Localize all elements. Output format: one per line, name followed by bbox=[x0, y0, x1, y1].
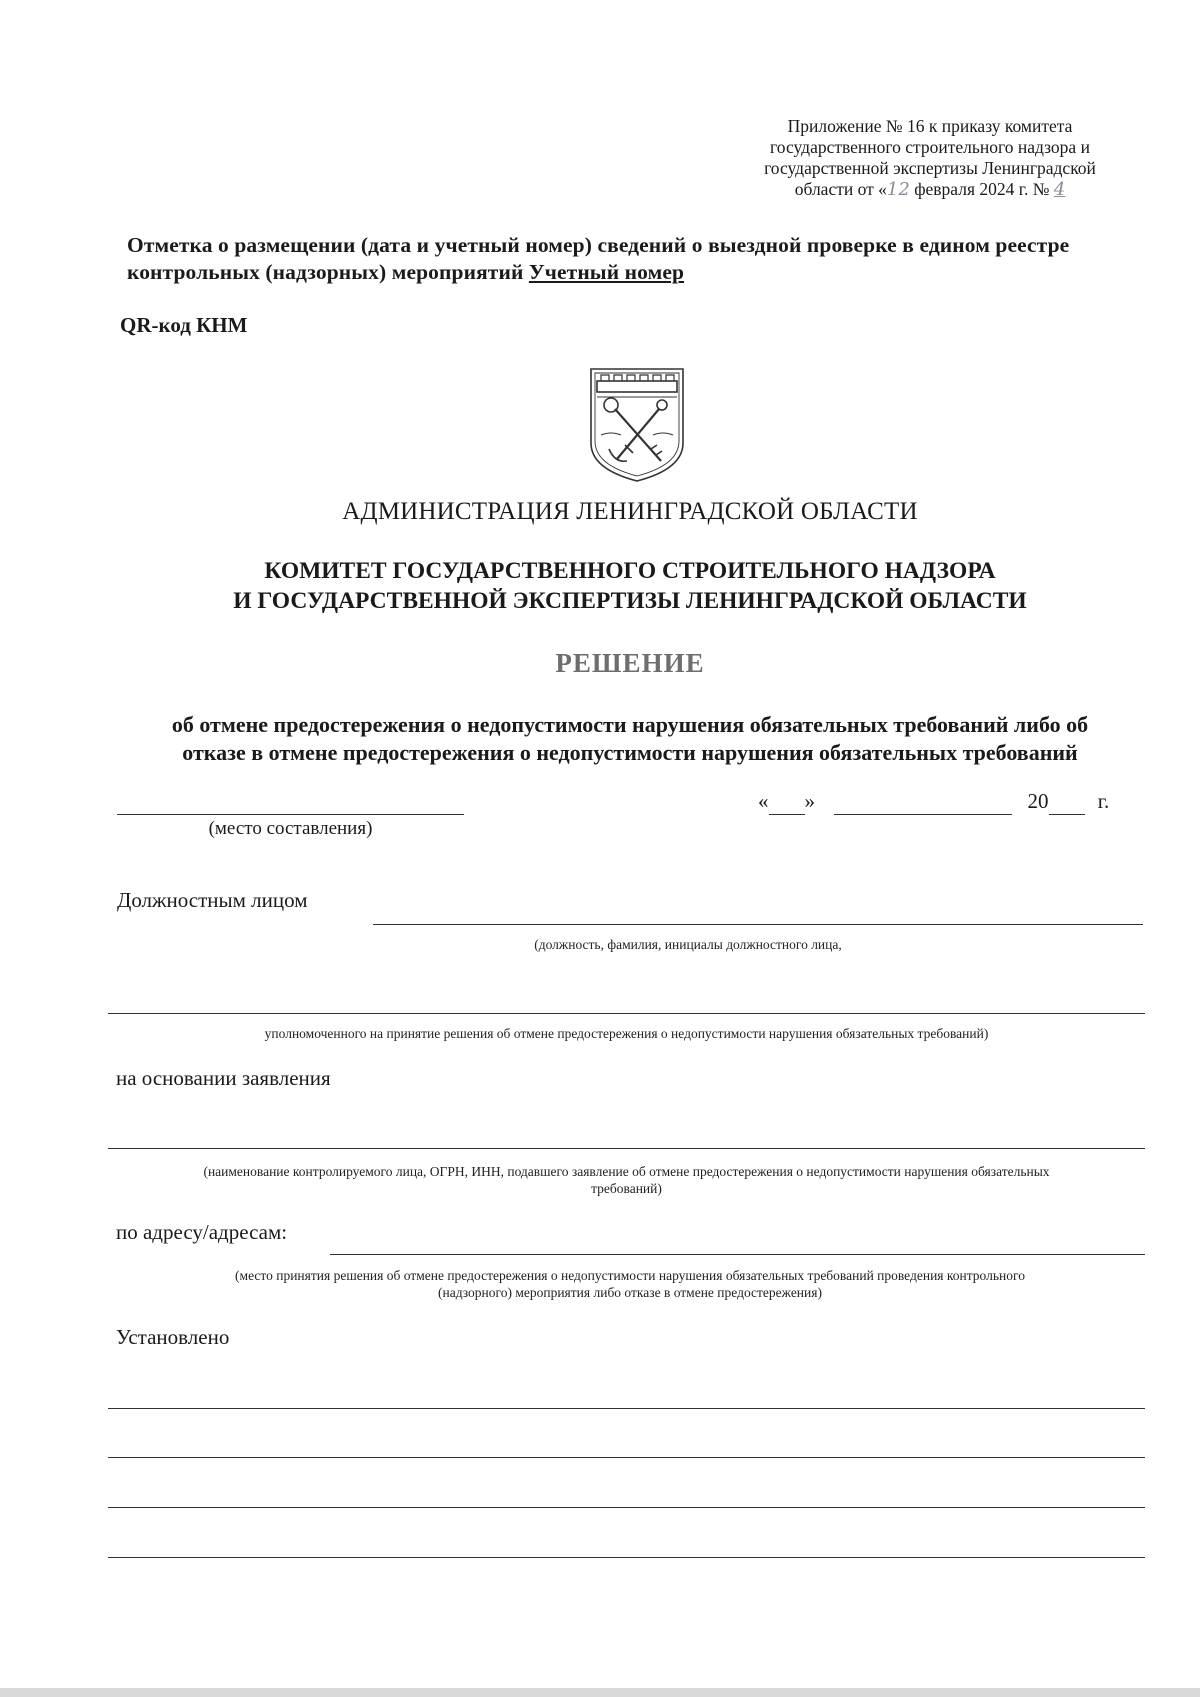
place-caption: (место составления) bbox=[208, 818, 373, 839]
scan-edge bbox=[0, 1688, 1200, 1697]
qr-code-label: QR-код КНМ bbox=[120, 313, 248, 337]
appendix-date-prefix: области от « bbox=[794, 179, 887, 199]
address-label: по адресу/адресам: bbox=[116, 1220, 288, 1244]
date-open-quote: « bbox=[758, 789, 769, 813]
key-bow bbox=[604, 398, 618, 412]
year-blank[interactable] bbox=[1049, 789, 1085, 815]
address-blank-line[interactable] bbox=[330, 1254, 1145, 1255]
application-blank-line[interactable] bbox=[108, 1148, 1145, 1149]
registry-mark bbox=[127, 232, 1127, 286]
appendix-line-1: Приложение № 16 к приказу комитета bbox=[787, 116, 1073, 136]
handwritten-day: 12 bbox=[886, 179, 910, 200]
wall-battlements bbox=[601, 375, 674, 381]
application-caption bbox=[108, 1163, 1145, 1197]
application-caption-line-1: (наименование контролируемого лица, ОГРН, ИНН, подавшего заявление об отмене предостережения о недопустимости нарушения обязательных bbox=[203, 1164, 1050, 1179]
shield-outline bbox=[591, 369, 683, 481]
day-blank[interactable] bbox=[769, 789, 805, 815]
appendix-line-3: государственной экспертизы Ленинградской bbox=[764, 158, 1096, 178]
official-second-blank-line[interactable] bbox=[108, 1013, 1145, 1014]
handwritten-order-number: 4 bbox=[1053, 179, 1066, 200]
official-caption-1: (должность, фамилия, инициалы должностного лица, bbox=[534, 937, 842, 952]
application-label: на основании заявления bbox=[116, 1066, 331, 1090]
wall-band bbox=[597, 381, 677, 392]
registry-number-label: Учетный номер bbox=[528, 260, 685, 284]
date-century: 20 bbox=[1027, 789, 1049, 813]
registry-mark-text: Отметка о размещении (дата и учетный номер) сведений о выездной проверке в едином реестре контрольных (надзорных) мероприятий bbox=[127, 233, 1070, 284]
decision-subject-line-1: об отмене предостережения о недопустимости нарушения обязательных требований либо об bbox=[171, 712, 1089, 737]
decision-subject bbox=[110, 711, 1150, 767]
month-blank[interactable] bbox=[834, 789, 1012, 815]
official-blank-line[interactable] bbox=[373, 924, 1143, 925]
year-suffix: г. bbox=[1097, 789, 1110, 813]
application-caption-line-2: требований) bbox=[591, 1181, 662, 1196]
established-label: Установлено bbox=[116, 1325, 230, 1349]
date-close-quote: » bbox=[804, 789, 815, 813]
date-field bbox=[758, 789, 1109, 815]
decision-title: РЕШЕНИЕ bbox=[555, 648, 705, 678]
committee-title bbox=[0, 556, 1200, 616]
appendix-line-4 bbox=[735, 179, 1125, 200]
shield-inner-outline bbox=[595, 373, 679, 476]
established-line-4[interactable] bbox=[108, 1557, 1145, 1558]
official-caption-2: уполномоченного на принятие решения об отмене предостережения о недопустимости нарушения обязательных требований) bbox=[264, 1026, 989, 1041]
place-blank-line[interactable] bbox=[117, 814, 464, 815]
committee-title-line-2: И ГОСУДАРСТВЕННОЙ ЭКСПЕРТИЗЫ ЛЕНИНГРАДСКОЙ ОБЛАСТИ bbox=[233, 588, 1027, 614]
coat-of-arms-icon bbox=[587, 365, 687, 485]
committee-title-line-1: КОМИТЕТ ГОСУДАРСТВЕННОГО СТРОИТЕЛЬНОГО НАДЗОРА bbox=[264, 558, 996, 584]
address-caption-line-2: (надзорного) мероприятия либо отказе в отмене предостережения) bbox=[438, 1285, 822, 1300]
established-line-3[interactable] bbox=[108, 1507, 1145, 1508]
address-caption-line-1: (место принятия решения об отмене предостережения о недопустимости нарушения обязательных требований проведения контрольного bbox=[235, 1268, 1025, 1283]
administration-title: АДМИНИСТРАЦИЯ ЛЕНИНГРАДСКОЙ ОБЛАСТИ bbox=[342, 498, 918, 525]
address-caption bbox=[140, 1267, 1120, 1301]
official-label: Должностным лицом bbox=[117, 888, 308, 912]
appendix-date-middle: февраля 2024 г. № bbox=[909, 179, 1050, 199]
established-line-1[interactable] bbox=[108, 1408, 1145, 1409]
anchor-ring bbox=[657, 400, 667, 410]
decision-subject-line-2: отказе в отмене предостережения о недопустимости нарушения обязательных требований bbox=[182, 740, 1078, 765]
appendix-line-2: государственного строительного надзора и bbox=[770, 137, 1090, 157]
established-line-2[interactable] bbox=[108, 1457, 1145, 1458]
appendix-note bbox=[735, 116, 1125, 200]
